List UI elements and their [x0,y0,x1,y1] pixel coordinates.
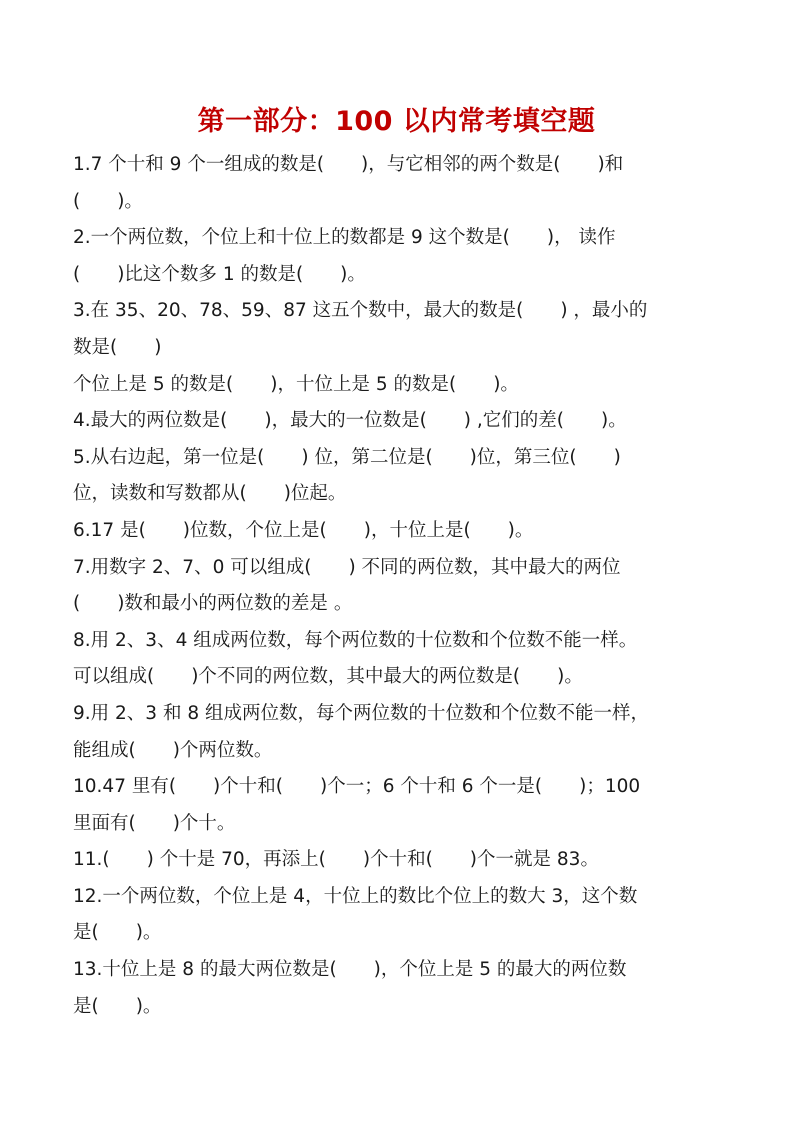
question-line: 可以组成( )个不同的两位数，其中最大的两位数是( )。 [73,666,583,688]
question-line: 11.( ) 个十是 70，再添上( )个十和( )个一就是 83。 [73,849,599,871]
question-line: 8.用 2、3、4 组成两位数，每个两位数的十位数和个位数不能一样。 [73,629,638,651]
question-line: ( )比这个数多 1 的数是( )。 [73,263,366,285]
question-line: 个位上是 5 的数是( )，十位上是 5 的数是( )。 [73,373,519,395]
question-line: 是( )。 [73,995,162,1017]
question-line: 13.十位上是 8 的最大两位数是( )，个位上是 5 的最大的两位数 [73,959,627,981]
question-line: 4.最大的两位数是( )，最大的一位数是( ) ,它们的差( )。 [73,410,627,432]
question-line: 位，读数和写数都从( )位起。 [73,483,347,505]
question-line: 1.7 个十和 9 个一组成的数是( )，与它相邻的两个数是( )和 [73,154,624,175]
question-line: 里面有( )个十。 [73,812,236,834]
question-list [73,147,733,1025]
question-line: 能组成( )个两位数。 [73,739,273,761]
page-title: 第一部分：100 以内常考填空题 [197,106,596,137]
question-line: ( )。 [73,190,143,212]
question-line: 5.从右边起，第一位是( ) 位，第二位是( )位，第三位( ) [73,446,621,468]
question-line: 是( )。 [73,922,162,944]
question-line: 10.47 里有( )个十和( )个一；6 个十和 6 个一是( )；100 [73,776,641,798]
question-line: 7.用数字 2、7、0 可以组成( ) 不同的两位数，其中最大的两位 [73,556,621,578]
question-line: 数是( ) [73,336,162,358]
question-line: 6.17 是( )位数，个位上是( )，十位上是( )。 [73,519,534,541]
question-line: 12.一个两位数，个位上是 4，十位上的数比个位上的数大 3，这个数 [73,885,638,907]
question-line: 9.用 2、3 和 8 组成两位数，每个两位数的十位数和个位数不能一样， [73,702,649,724]
question-line: ( )数和最小的两位数的差是 。 [73,593,353,615]
question-line: 3.在 35、20、78、59、87 这五个数中，最大的数是( ) ，最小的 [73,300,648,322]
question-line: 2.一个两位数，个位上和十位上的数都是 9 这个数是( )， 读作 [73,227,616,249]
